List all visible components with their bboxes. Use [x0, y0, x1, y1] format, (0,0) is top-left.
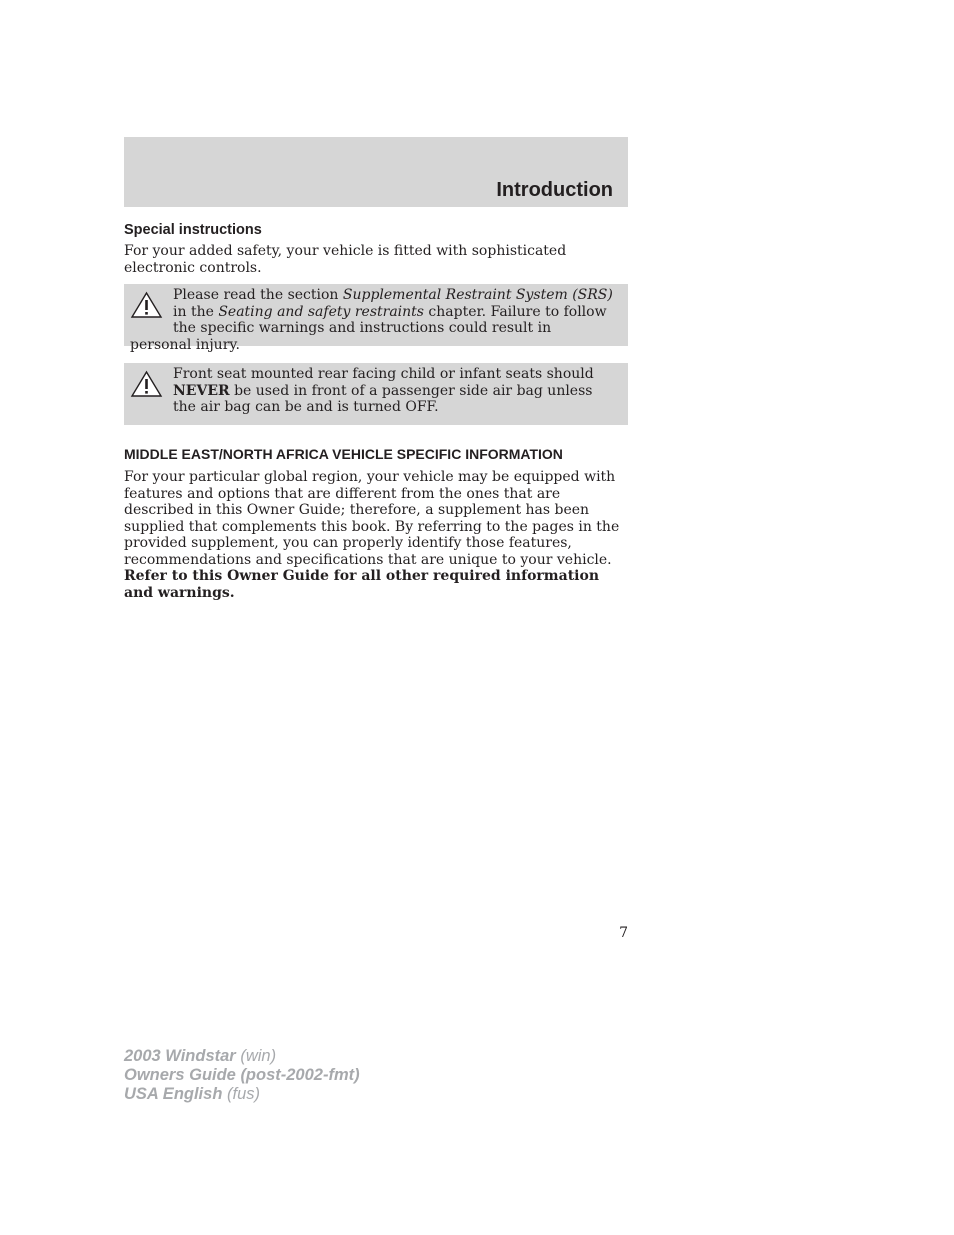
- footer-model: 2003 Windstar: [124, 1047, 236, 1065]
- child-seat-warning-box: [124, 363, 628, 425]
- footer-language: USA English: [124, 1085, 223, 1103]
- page-number: 7: [619, 925, 628, 941]
- middle-east-body-text: For your particular global region, your vehicle may be equipped with features and options that are different from the ones that are described in this Owner Guide; therefore, a supplement has been supplied that complements this book. By referring to the pages in the provided supplement, you can properly identify those features, recommendations and specifications that are unique to your vehicle.: [124, 469, 620, 568]
- warning-triangle-icon: [130, 370, 163, 400]
- srs-warning-box: [124, 284, 628, 353]
- srs-warning-text-2: in the: [173, 303, 219, 320]
- footer-guide: Owners Guide (post-2002-fmt): [124, 1066, 360, 1084]
- chapter-title: Introduction: [496, 179, 613, 201]
- chapter-header-band: [124, 137, 628, 207]
- child-seat-warning-text-2: be used in front of a passenger side air bag unless the air bag can be and is turned OFF.: [173, 382, 593, 415]
- warning-triangle-icon: [130, 291, 163, 321]
- page-content: [124, 221, 628, 601]
- srs-warning-text-3: chapter. Failure to follow the specific warnings and instructions could result in personal injury.: [130, 303, 607, 353]
- special-instructions-intro: For your added safety, your vehicle is fitted with sophisticated electronic controls.: [124, 243, 567, 276]
- never-emphasis: NEVER: [173, 382, 230, 399]
- footer-line-3: [124, 1085, 360, 1104]
- special-instructions-heading: Special instructions: [124, 222, 262, 238]
- srs-warning-text-1: Please read the section: [173, 287, 343, 303]
- footer-line-1: [124, 1047, 360, 1066]
- footer-line-2: [124, 1066, 360, 1085]
- child-seat-warning-text-1: Front seat mounted rear facing child or infant seats should: [173, 366, 594, 382]
- footer-model-code: (win): [235, 1047, 277, 1065]
- middle-east-heading: MIDDLE EAST/NORTH AFRICA VEHICLE SPECIFIC INFORMATION: [124, 446, 563, 462]
- middle-east-body-bold: Refer to this Owner Guide for all other required information and warnings.: [124, 568, 599, 601]
- document-footer: [124, 1047, 360, 1104]
- footer-language-code: (fus): [222, 1085, 260, 1103]
- srs-section-name: Supplemental Restraint System (SRS): [342, 287, 613, 303]
- seating-chapter-name: Seating and safety restraints: [218, 303, 424, 320]
- middle-east-body: [124, 469, 628, 601]
